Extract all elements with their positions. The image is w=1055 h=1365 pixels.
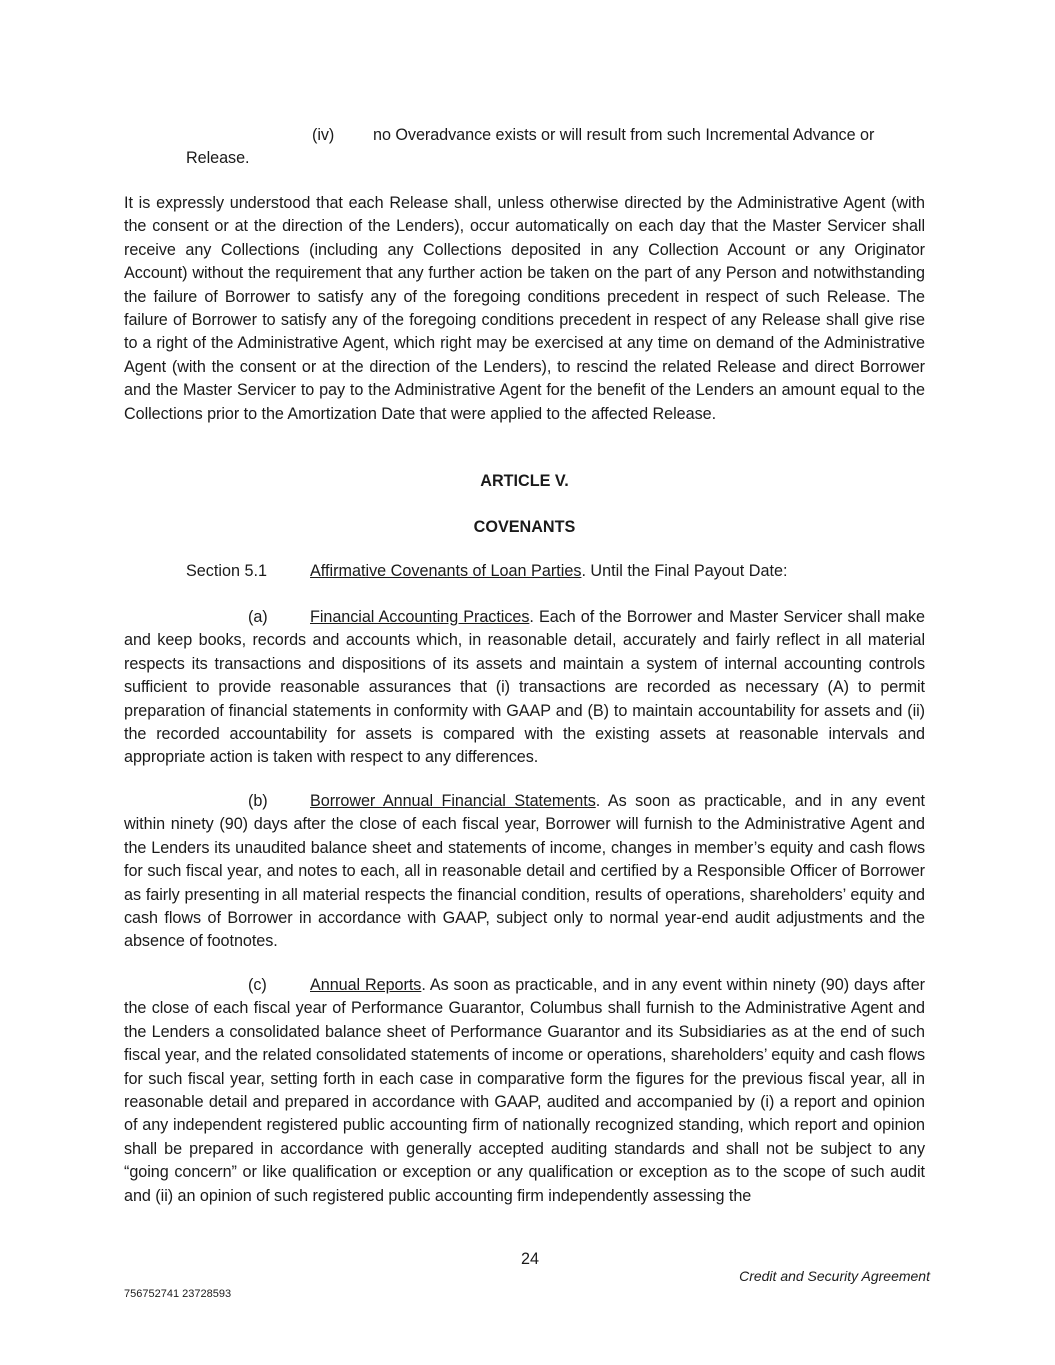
subparagraph-b — [124, 790, 925, 954]
document-id: 756752741 23728593 — [124, 1288, 232, 1300]
release-paragraph: It is expressly understood that each Release shall, unless otherwise directed by the Administrative Agent (with the consent or at the direction of the Lenders), occur automatically on each day that the Master Servicer shall receive any Collections (including any Collections deposited in any Collection Account or any Originator Account) without the requirement that any further action be taken on the part of any Person and notwithstanding the failure of Borrower to satisfy any of the foregoing conditions precedent in respect of such Release. The failure of Borrower to satisfy any of the foregoing conditions precedent in respect of any Release shall give rise to a right of the Administrative Agent, which right may be exercised at any time on demand of the Administrative Agent (with the consent or at the direction of the Lenders), to rescind the related Release and direct Borrower and the Master Servicer to pay to the Administrative Agent for the benefit of the Lenders an amount equal to the Collections prior to the Amortization Date that were applied to the affected Release. — [124, 194, 925, 423]
section-number: Section 5.1 — [186, 562, 267, 580]
section-heading: Affirmative Covenants of Loan Parties — [310, 562, 582, 580]
subparagraph-a — [124, 606, 925, 770]
subparagraph-heading: Financial Accounting Practices — [310, 608, 530, 626]
subparagraph-label: (c) — [248, 976, 267, 994]
item-iv-line1: no Overadvance exists or will result from such Incremental Advance or — [373, 126, 875, 144]
subparagraph-c — [124, 974, 925, 1208]
subparagraph-heading: Annual Reports — [310, 976, 422, 994]
article-title: COVENANTS — [473, 518, 576, 536]
subparagraph-text: . As soon as practicable, and in any event within ninety (90) days after the close of each fiscal year of Performance Guarantor, Columbus shall furnish to the Administrative Agent and the Lenders a consolidated balance sheet of Performance Guarantor and its Subsidiaries as at the end of such fiscal year, and the related consolidated statements of income or operations, shareholders’ equity and cash flows for such fiscal year, setting forth in each case in comparative form the figures for the previous fiscal year, all in reasonable detail and prepared in accordance with GAAP, audited and accompanied by (i) a report and opinion of any independent registered public accounting firm of nationally recognized standing, which report and opinion shall be prepared in accordance with generally accepted auditing standards and shall not be subject to any “going concern” or like qualification or exception or any qualification or exception as to the scope of such audit and (ii) an opinion of such registered public accounting firm independently assessing the — [124, 976, 925, 1205]
article-number: ARTICLE V. — [480, 472, 569, 490]
item-iv-number: (iv) — [312, 126, 335, 144]
subparagraph-text: . Each of the Borrower and Master Servicer shall make and keep books, records and accounts which, in reasonable detail, accurately and fairly reflect in all material respects its transactions and dispositions of its assets and maintain a system of internal accounting controls sufficient to provide reasonable assurances that (i) transactions are recorded as necessary (A) to permit preparation of financial statements in conformity with GAAP and (B) to maintain accountability for assets and (ii) the recorded accountability for assets is compared with the existing assets at reasonable intervals and appropriate action is taken with respect to any differences. — [124, 608, 925, 767]
subparagraph-label: (a) — [248, 608, 268, 626]
footer-document-title: Credit and Security Agreement — [739, 1268, 930, 1284]
subparagraph-label: (b) — [248, 792, 268, 810]
section-text: . Until the Final Payout Date: — [581, 562, 788, 580]
subparagraph-heading: Borrower Annual Financial Statements — [310, 792, 596, 810]
subparagraph-text: . As soon as practicable, and in any event within ninety (90) days after the close of each fiscal year, Borrower will furnish to the Administrative Agent and the Lenders its unaudited balance sheet and statements of income, changes in member’s equity and cash flows for such fiscal year, and notes to each, all in reasonable detail and certified by a Responsible Officer of Borrower as fairly presenting in all material respects the financial condition, results of operations, shareholders’ equity and cash flows of Borrower in accordance with GAAP, subject only to normal year-end audit adjustments and the absence of footnotes. — [124, 792, 925, 951]
item-iv — [124, 124, 925, 171]
section-5-1 — [186, 562, 787, 581]
item-iv-line2: Release. — [186, 149, 250, 168]
page-number: 24 — [520, 1250, 539, 1268]
